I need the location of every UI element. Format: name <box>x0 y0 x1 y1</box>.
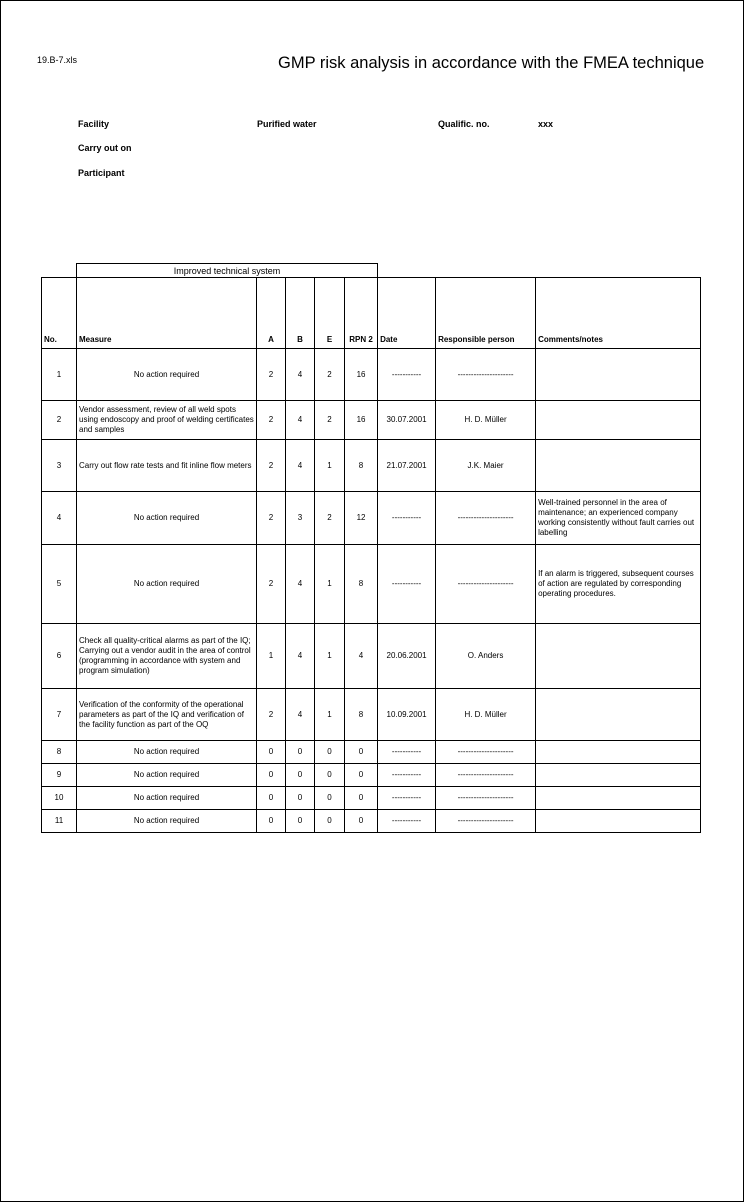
row-b-cell: 0 <box>286 764 315 787</box>
col-header-no: No. <box>42 278 77 349</box>
row-e-cell: 2 <box>315 349 345 401</box>
row-rpn-cell: 8 <box>345 689 378 741</box>
col-header-b: B <box>286 278 315 349</box>
row-rpn-cell: 0 <box>345 764 378 787</box>
qualific-label: Qualific. no. <box>438 119 490 129</box>
col-header-comments: Comments/notes <box>536 278 701 349</box>
row-rpn-cell: 8 <box>345 545 378 624</box>
row-date-cell: 10.09.2001 <box>378 689 436 741</box>
row-date-cell: ----------- <box>378 492 436 545</box>
column-header-row <box>42 278 701 349</box>
qualific-value: xxx <box>538 119 554 129</box>
col-header-rpn: RPN 2 <box>345 278 378 349</box>
row-no-cell: 6 <box>42 624 77 689</box>
row-e-cell: 1 <box>315 689 345 741</box>
row-a-cell: 2 <box>257 689 286 741</box>
row-measure-cell: No action required <box>77 810 257 833</box>
row-measure-cell: No action required <box>77 349 257 401</box>
row-no-cell: 4 <box>42 492 77 545</box>
row-rpn-cell: 0 <box>345 741 378 764</box>
table-row <box>42 787 701 810</box>
table-row <box>42 689 701 741</box>
row-comments-cell <box>536 349 701 401</box>
row-rpn-cell: 4 <box>345 624 378 689</box>
row-b-cell: 4 <box>286 545 315 624</box>
row-measure-cell: Vendor assessment, review of all weld spots using endoscopy and proof of welding certificates and samples <box>77 401 257 440</box>
col-header-a: A <box>257 278 286 349</box>
row-measure-cell: Verification of the conformity of the operational parameters as part of the IQ and verification of the facility function as part of the OQ <box>77 689 257 741</box>
row-e-cell: 1 <box>315 545 345 624</box>
row-date-cell: ----------- <box>378 810 436 833</box>
row-a-cell: 2 <box>257 440 286 492</box>
row-b-cell: 4 <box>286 440 315 492</box>
row-comments-cell <box>536 401 701 440</box>
row-b-cell: 0 <box>286 741 315 764</box>
row-comments-cell <box>536 810 701 833</box>
row-a-cell: 0 <box>257 787 286 810</box>
row-date-cell: ----------- <box>378 764 436 787</box>
row-b-cell: 3 <box>286 492 315 545</box>
row-person-cell: --------------------- <box>436 492 536 545</box>
row-b-cell: 4 <box>286 401 315 440</box>
row-e-cell: 0 <box>315 741 345 764</box>
row-a-cell: 2 <box>257 349 286 401</box>
col-header-person: Responsible person <box>436 278 536 349</box>
row-no-cell: 8 <box>42 741 77 764</box>
row-no-cell: 7 <box>42 689 77 741</box>
row-measure-cell: No action required <box>77 787 257 810</box>
row-person-cell: H. D. Müller <box>436 401 536 440</box>
row-b-cell: 4 <box>286 689 315 741</box>
row-rpn-cell: 16 <box>345 349 378 401</box>
row-person-cell: --------------------- <box>436 545 536 624</box>
row-measure-cell: No action required <box>77 545 257 624</box>
carry-out-label: Carry out on <box>78 143 132 153</box>
row-no-cell: 3 <box>42 440 77 492</box>
row-e-cell: 0 <box>315 787 345 810</box>
row-comments-cell <box>536 689 701 741</box>
row-date-cell: 21.07.2001 <box>378 440 436 492</box>
col-header-measure: Measure <box>77 278 257 349</box>
row-person-cell: --------------------- <box>436 810 536 833</box>
table-row <box>42 440 701 492</box>
row-rpn-cell: 12 <box>345 492 378 545</box>
row-rpn-cell: 16 <box>345 401 378 440</box>
row-rpn-cell: 0 <box>345 810 378 833</box>
table-row <box>42 545 701 624</box>
facility-value: Purified water <box>257 119 317 129</box>
participant-label: Participant <box>78 168 125 178</box>
facility-label: Facility <box>78 119 110 129</box>
row-a-cell: 2 <box>257 545 286 624</box>
row-no-cell: 5 <box>42 545 77 624</box>
row-no-cell: 9 <box>42 764 77 787</box>
row-comments-cell <box>536 440 701 492</box>
row-person-cell: O. Anders <box>436 624 536 689</box>
file-reference: 19.B-7.xls <box>37 55 78 65</box>
row-a-cell: 0 <box>257 764 286 787</box>
row-e-cell: 0 <box>315 810 345 833</box>
table-row <box>42 349 701 401</box>
row-measure-cell: No action required <box>77 492 257 545</box>
row-comments-cell <box>536 764 701 787</box>
col-header-e: E <box>315 278 345 349</box>
row-b-cell: 0 <box>286 787 315 810</box>
row-no-cell: 11 <box>42 810 77 833</box>
row-e-cell: 0 <box>315 764 345 787</box>
row-a-cell: 2 <box>257 492 286 545</box>
row-b-cell: 4 <box>286 624 315 689</box>
row-comments-cell <box>536 741 701 764</box>
document-title: GMP risk analysis in accordance with the FMEA technique <box>278 54 705 72</box>
row-comments-cell: If an alarm is triggered, subsequent courses of action are regulated by corresponding operating procedures. <box>536 545 701 624</box>
row-date-cell: ----------- <box>378 349 436 401</box>
table-row <box>42 401 701 440</box>
row-measure-cell: Carry out flow rate tests and fit inline flow meters <box>77 440 257 492</box>
fmea-table-body <box>42 349 701 833</box>
group-header: Improved technical system <box>77 264 378 278</box>
row-measure-cell: Check all quality-critical alarms as part of the IQ; Carrying out a vendor audit in the area of control (programming in accordance with system and program simulation) <box>77 624 257 689</box>
col-header-date: Date <box>378 278 436 349</box>
row-rpn-cell: 8 <box>345 440 378 492</box>
row-measure-cell: No action required <box>77 764 257 787</box>
row-date-cell: 30.07.2001 <box>378 401 436 440</box>
row-rpn-cell: 0 <box>345 787 378 810</box>
row-comments-cell: Well-trained personnel in the area of maintenance; an experienced company working consistently without fault carries out labelling <box>536 492 701 545</box>
row-e-cell: 1 <box>315 440 345 492</box>
row-date-cell: ----------- <box>378 741 436 764</box>
row-measure-cell: No action required <box>77 741 257 764</box>
row-b-cell: 0 <box>286 810 315 833</box>
row-no-cell: 1 <box>42 349 77 401</box>
row-person-cell: --------------------- <box>436 741 536 764</box>
row-e-cell: 2 <box>315 492 345 545</box>
row-a-cell: 1 <box>257 624 286 689</box>
row-person-cell: J.K. Maier <box>436 440 536 492</box>
row-e-cell: 1 <box>315 624 345 689</box>
table-row <box>42 492 701 545</box>
fmea-table <box>41 263 701 833</box>
row-no-cell: 2 <box>42 401 77 440</box>
row-person-cell: --------------------- <box>436 787 536 810</box>
row-a-cell: 0 <box>257 741 286 764</box>
row-person-cell: --------------------- <box>436 349 536 401</box>
group-header-row <box>42 264 701 278</box>
row-e-cell: 2 <box>315 401 345 440</box>
row-a-cell: 2 <box>257 401 286 440</box>
row-comments-cell <box>536 787 701 810</box>
row-no-cell: 10 <box>42 787 77 810</box>
row-a-cell: 0 <box>257 810 286 833</box>
row-date-cell: 20.06.2001 <box>378 624 436 689</box>
table-row <box>42 741 701 764</box>
row-date-cell: ----------- <box>378 545 436 624</box>
row-b-cell: 4 <box>286 349 315 401</box>
table-row <box>42 810 701 833</box>
row-comments-cell <box>536 624 701 689</box>
table-row <box>42 624 701 689</box>
row-person-cell: --------------------- <box>436 764 536 787</box>
row-date-cell: ----------- <box>378 787 436 810</box>
table-row <box>42 764 701 787</box>
row-person-cell: H. D. Müller <box>436 689 536 741</box>
